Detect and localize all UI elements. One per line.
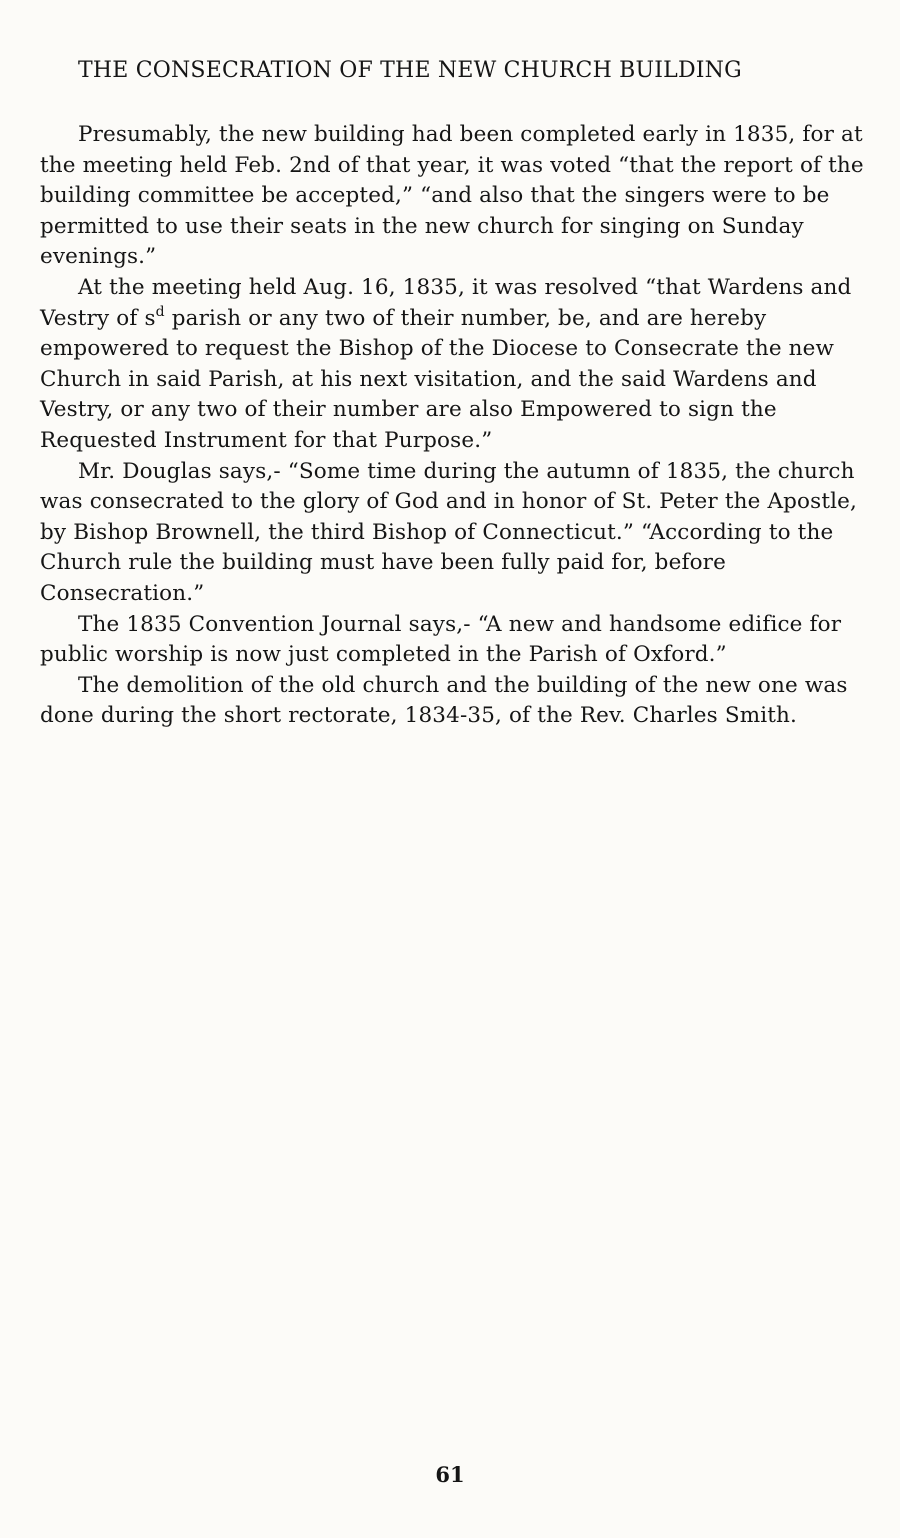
paragraph-5: The demolition of the old church and the building of the new one was done during the short rectorate, 1834-35, of the Rev. Charles Smith. [40,672,848,729]
paragraph-2-superscript: d [155,303,165,320]
paragraph-2-text-after: parish or any two of their number, be, and are hereby empowered to request the Bishop of the Diocese to Consecrate the new Church in said Parish, at his next visitation, and the said Wardens and Vestry, or any two of their number are also Empowered to sign the Requested Instrument for that Purpose.” [40,305,835,453]
paragraph-1: Presumably, the new building had been completed early in 1835, for at the meeting held Feb. 2nd of that year, it was voted “that the report of the building committee be accepted,” “and also that the singers were to be permitted to use their seats in the new church for singing on Sunday evenings.” [40,122,864,270]
paragraph-2-text-before: At the meeting held Aug. 16, 1835, it was resolved “that Wardens and Vestry of s [40,274,852,331]
page-number: 61 [435,1462,465,1487]
paragraph-4: The 1835 Convention Journal says,- “A new and handsome edifice for public worship is now just completed in the Parish of Oxford.” [40,611,842,668]
page-title: THE CONSECRATION OF THE NEW CHURCH BUILDING [78,58,742,83]
paragraph-3: Mr. Douglas says,- “Some time during the autumn of 1835, the church was consecrated to the glory of God and in honor of St. Peter the Apostle, by Bishop Brownell, the third Bishop of Connecticut.” “According to the Church rule the building must have been fully paid for, before Consecration.” [40,458,858,606]
body-text [40,120,876,732]
paragraph-2 [40,273,876,457]
